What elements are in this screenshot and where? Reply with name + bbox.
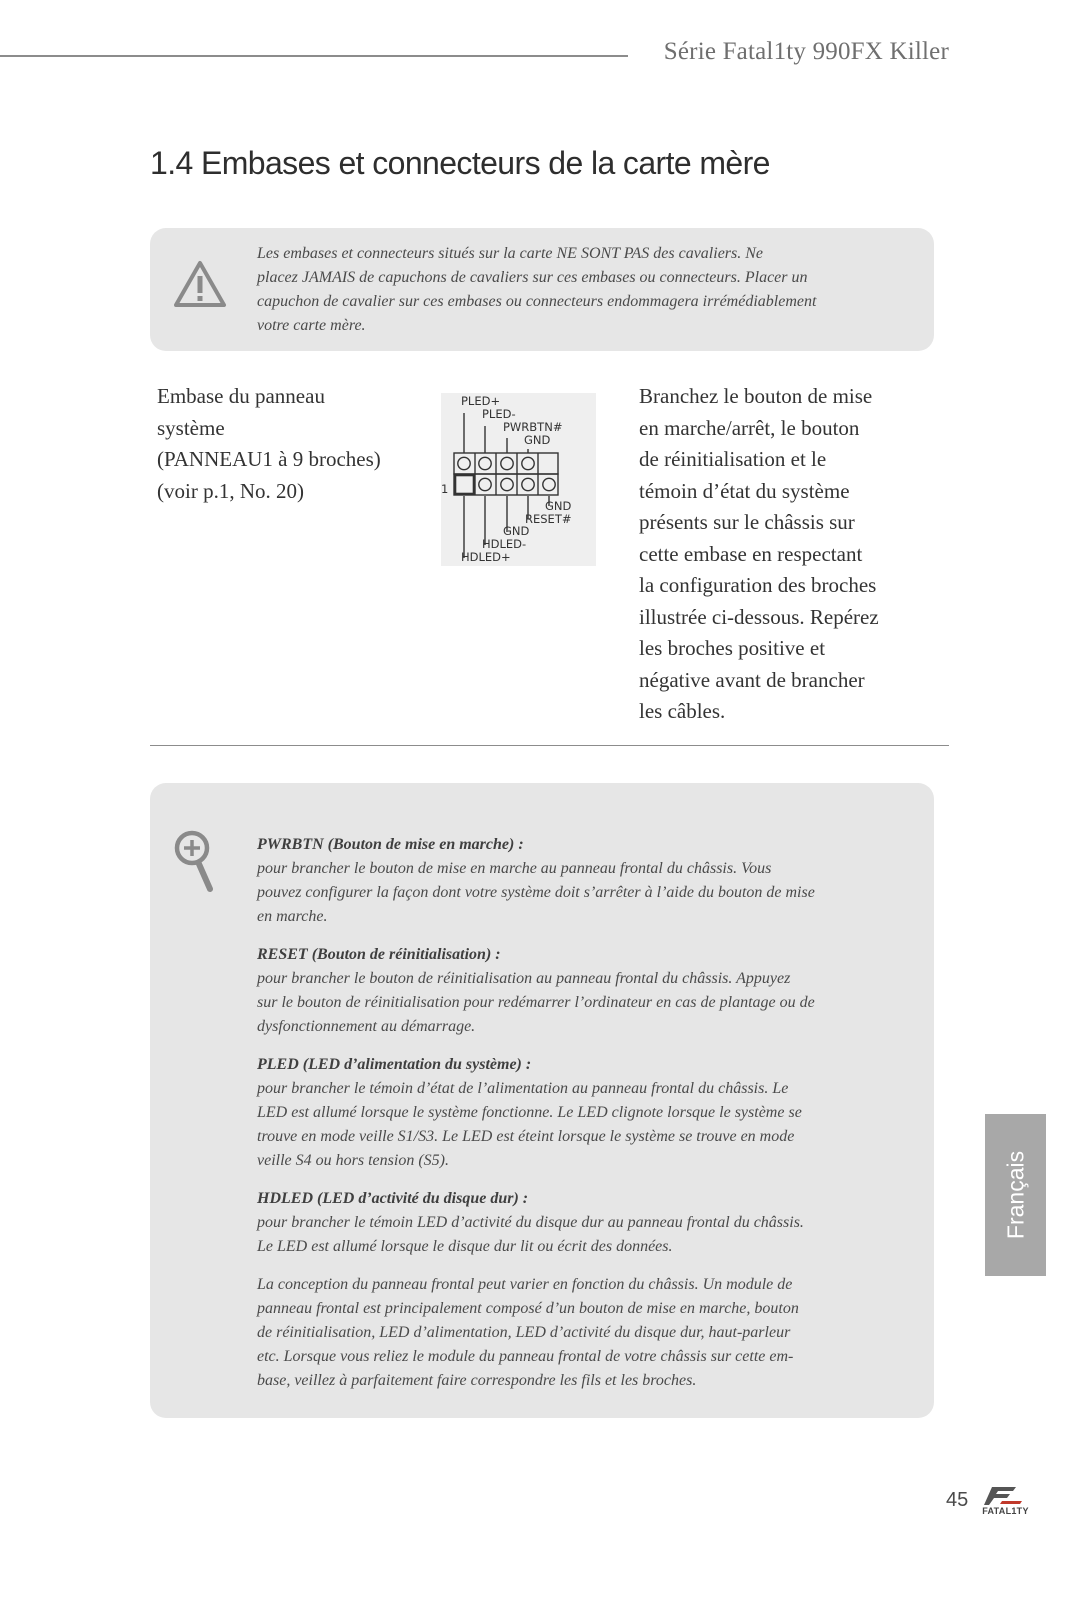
instruction-line: cette embase en respectant — [639, 541, 863, 566]
section-divider — [150, 745, 949, 746]
note-line: pour brancher le bouton de mise en marche au panneau frontal du châssis. Vous — [257, 860, 772, 877]
magnifier-plus-icon — [172, 826, 220, 894]
note-line: pour brancher le témoin LED d’activité du disque dur au panneau frontal du châssis. — [257, 1214, 804, 1231]
note-line: base, veillez à parfaitement faire correspondre les fils et les broches. — [257, 1372, 697, 1389]
note-line: pour brancher le bouton de réinitialisation au panneau frontal du châssis. Appuyez — [257, 970, 791, 987]
language-tab-label: Français — [1002, 1150, 1028, 1240]
logo-text: FATAL1TY — [982, 1506, 1029, 1516]
note-line: LED est allumé lorsque le système fonctionne. Le LED clignote lorsque le système se — [257, 1104, 802, 1121]
warning-text — [257, 242, 877, 338]
note-line: pouvez configurer la façon dont votre système doit s’arrêter à l’aide du bouton de mise — [257, 884, 815, 901]
connector-description-line: Embase du panneau — [157, 384, 325, 408]
instruction-line: de réinitialisation et le — [639, 447, 827, 471]
warning-line: capuchon de cavalier sur ces embases ou connecteurs endommagera irrémédiablement — [257, 293, 817, 310]
pin-1-label: 1 — [441, 482, 449, 496]
note-line: pour brancher le témoin d’état de l’alimentation au panneau frontal du châssis. Le — [257, 1080, 789, 1097]
pin-label-gnd-top: GND — [524, 433, 551, 447]
pin-label-hdled-minus: HDLED- — [482, 537, 527, 551]
pin-label-pwrbtn: PWRBTN# — [503, 420, 563, 434]
warning-line: Les embases et connecteurs situés sur la carte NE SONT PAS des cavaliers. Ne — [257, 245, 764, 262]
section-title: 1.4 Embases et connecteurs de la carte mère — [150, 145, 770, 181]
page-number: 45 — [946, 1489, 969, 1511]
note-line: La conception du panneau frontal peut varier en fonction du châssis. Un module de — [257, 1276, 793, 1293]
note-heading: PWRBTN (Bouton de mise en marche) : — [257, 836, 524, 853]
fatal1ty-logo — [978, 1484, 1033, 1520]
note-closing — [257, 1273, 867, 1393]
instruction-line: témoin d’état du système — [639, 478, 850, 503]
connector-description-line: système — [157, 415, 225, 440]
notes-content — [257, 833, 867, 1407]
warning-line: votre carte mère. — [257, 317, 366, 334]
note-line: etc. Lorsque vous reliez le module du panneau frontal de votre châssis sur cette em- — [257, 1348, 794, 1365]
language-tab — [985, 1114, 1046, 1276]
instruction-line: les broches positive et — [639, 636, 826, 660]
note-line: Le LED est allumé lorsque le disque dur lit ou écrit des données. — [257, 1238, 673, 1255]
connector-description-line: (PANNEAU1 à 9 broches) — [157, 447, 381, 471]
instruction-line: Branchez le bouton de mise — [639, 384, 873, 408]
note-line: sur le bouton de réinitialisation pour redémarrer l’ordinateur en cas de plantage ou de — [257, 994, 815, 1011]
instruction-line: négative avant de brancher — [639, 667, 865, 692]
pin-label-pled-minus: PLED- — [482, 407, 516, 421]
note-pwrbtn — [257, 833, 867, 929]
instruction-line: présents sur le châssis sur — [639, 510, 855, 534]
pin-label-pled-plus: PLED+ — [461, 394, 501, 408]
note-line: dysfonctionnement au démarrage. — [257, 1018, 476, 1035]
panel-header-pin-diagram — [441, 393, 596, 566]
note-pled — [257, 1053, 867, 1173]
note-line: panneau frontal est principalement composé d’un bouton de mise en marche, bouton — [257, 1300, 799, 1317]
pin-label-hdled-plus: HDLED+ — [461, 550, 511, 564]
note-line: veille S4 ou hors tension (S5). — [257, 1152, 449, 1169]
note-heading: HDLED (LED d’activité du disque dur) : — [257, 1190, 529, 1207]
instruction-line: illustrée ci-dessous. Repérez — [639, 604, 879, 629]
warning-line: placez JAMAIS de capuchons de cavaliers sur ces embases ou connecteurs. Placer un — [257, 269, 808, 286]
note-heading: RESET (Bouton de réinitialisation) : — [257, 946, 501, 963]
pin-label-gnd-bottom-right: GND — [545, 499, 572, 513]
note-reset — [257, 943, 867, 1039]
note-line: de réinitialisation, LED d’alimentation, LED d’activité du disque dur, haut-parleur — [257, 1324, 791, 1341]
note-line: en marche. — [257, 908, 328, 925]
instruction-line: les câbles. — [639, 699, 726, 723]
header-title: Série Fatal1ty 990FX Killer — [663, 38, 949, 65]
connector-description-line: (voir p.1, No. 20) — [157, 478, 304, 503]
note-hdled — [257, 1187, 867, 1259]
connector-instructions — [639, 381, 909, 728]
pin-label-reset: RESET# — [525, 512, 572, 526]
instruction-line: la configuration des broches — [639, 573, 877, 597]
warning-triangle-icon — [172, 259, 228, 309]
note-line: trouve en mode veille S1/S3. Le LED est éteint lorsque le système se trouve en mode — [257, 1128, 795, 1145]
note-heading: PLED (LED d’alimentation du système) : — [257, 1056, 532, 1073]
connector-description — [157, 381, 417, 507]
instruction-line: en marche/arrêt, le bouton — [639, 415, 860, 440]
pin-label-gnd-bottom: GND — [503, 524, 530, 538]
